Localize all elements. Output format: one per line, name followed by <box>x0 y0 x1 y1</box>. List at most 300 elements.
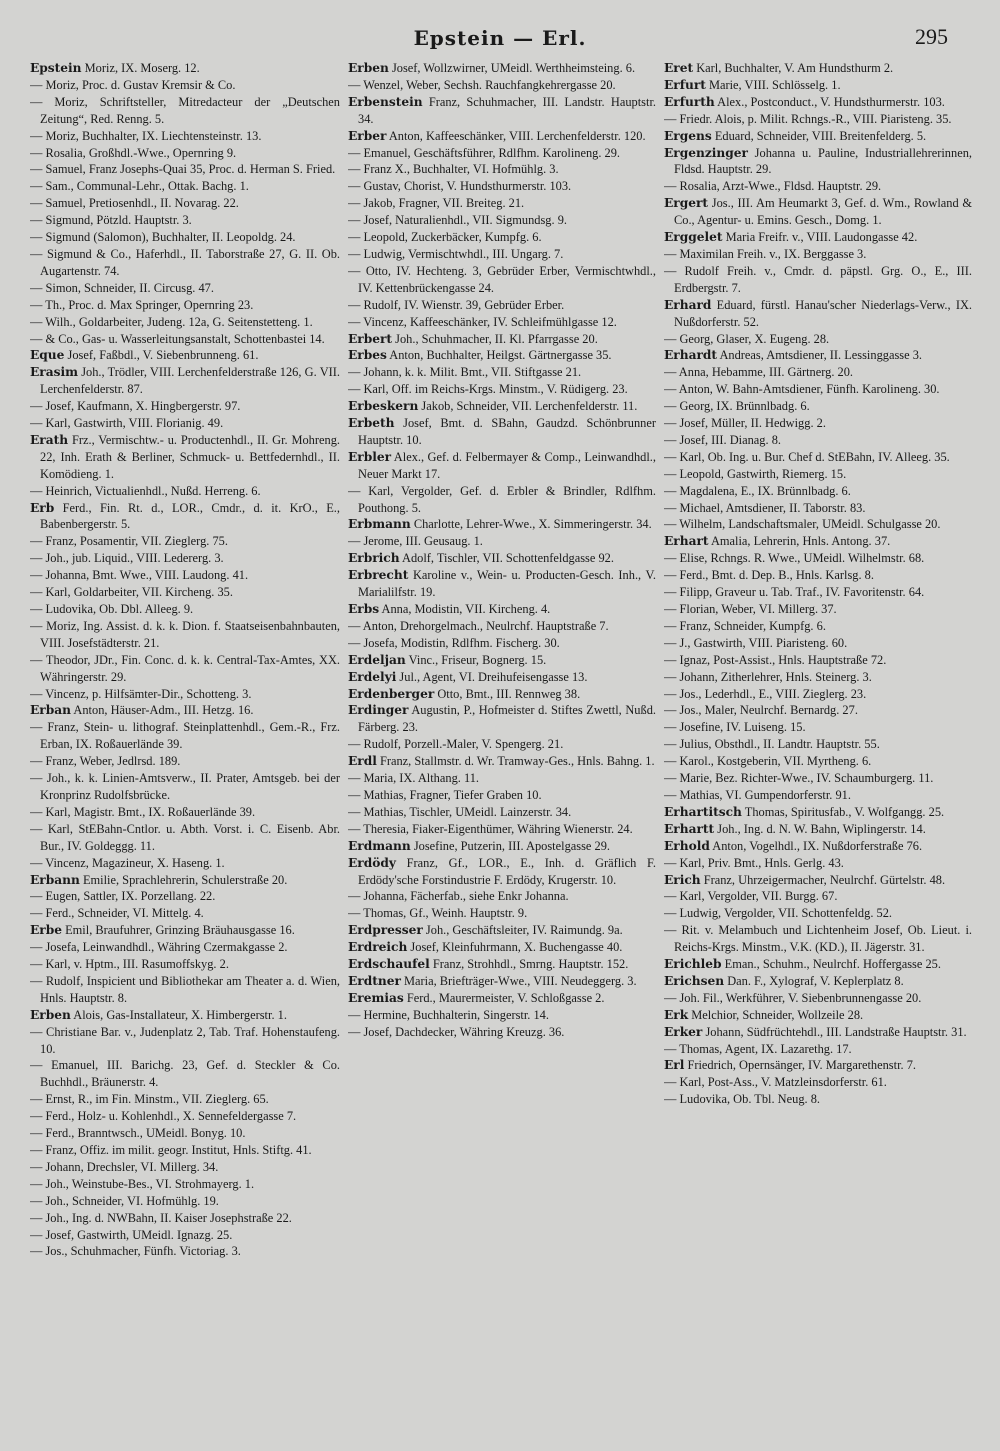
directory-entry <box>30 347 340 364</box>
entry-surname: Erbe <box>30 923 62 938</box>
directory-entry <box>664 516 972 533</box>
entry-text: — Gustav, Chorist, V. Hundsthurmerstr. 103. <box>348 179 572 194</box>
entry-text: — Magdalena, E., IX. Brünnlbadg. 6. <box>664 483 851 498</box>
entry-text: — Josef, III. Dianag. 8. <box>664 432 781 447</box>
entry-text: — Karl, Priv. Bmt., Hnls. Gerlg. 43. <box>664 855 844 870</box>
directory-entry <box>664 838 972 855</box>
directory-entry <box>664 178 972 195</box>
entry-text: Eduard, fürstl. Hanau'scher Niederlags-Verw., IX. Nußdorferstr. 52. <box>674 297 972 329</box>
directory-entry <box>664 263 972 297</box>
entry-text: Otto, Bmt., III. Rennweg 38. <box>434 686 581 701</box>
entry-text: Jul., Agent, VI. Dreihufeisengasse 13. <box>396 669 588 684</box>
directory-entry <box>664 922 972 956</box>
entry-text: — Joh., k. k. Linien-Amtsverw., II. Prater, Amtsgeb. bei der Kronprinz Rudolfsbrücke. <box>30 771 340 802</box>
directory-entry <box>348 888 656 905</box>
entry-surname: Erichsen <box>664 973 725 988</box>
directory-entry <box>348 702 656 736</box>
entry-text: — Joh., jub. Liquid., VIII. Ledererg. 3. <box>30 551 224 566</box>
entry-text: — Anna, Hebamme, III. Gärtnerg. 20. <box>664 365 854 380</box>
entry-text: Marie, VIII. Schlösselg. 1. <box>705 77 841 92</box>
entry-text: Anton, Häuser-Adm., III. Hetzg. 16. <box>71 703 254 718</box>
entry-text: Jos., III. Am Heumarkt 3, Gef. d. Wm., Rowland & Co., Agentur- u. Emins. Gesch., Domg. 1. <box>674 196 972 228</box>
entry-text: — Ludwig, Vergolder, VII. Schottenfeldg. 52. <box>664 906 893 921</box>
entry-text: — Anton, Drehorgelmach., Neulrchf. Hauptstraße 7. <box>348 618 609 633</box>
entry-text: Jakob, Schneider, VII. Lerchenfelderstr. 11. <box>418 399 638 414</box>
entry-text: — Otto, IV. Hechteng. 3, Gebrüder Erber, Vermischtwhdl., IV. Kettenbrückengasse 24. <box>348 263 656 295</box>
directory-entry <box>30 212 340 229</box>
entry-surname: Erdenberger <box>348 686 435 701</box>
directory-entry <box>664 973 972 990</box>
directory-entry <box>664 483 972 500</box>
directory-entry <box>348 618 656 635</box>
entry-text: Josef, Faßbdl., V. Siebenbrunneng. 61. <box>64 348 259 363</box>
directory-entry <box>664 145 972 179</box>
entry-text: — Mathias, Tischler, UMeidl. Lainzerstr. 34. <box>348 804 572 819</box>
entry-surname: Erbes <box>348 348 387 363</box>
entry-text: — Moriz, Buchhalter, IX. Liechtensteinstr. 13. <box>30 128 262 143</box>
entry-text: — Josef, Kaufmann, X. Hingbergerstr. 97. <box>30 399 241 414</box>
directory-entry <box>348 905 656 922</box>
entry-text: — Rudolf, Inspicient und Bibliothekar am Theater a. d. Wien, Hnls. Hauptstr. 8. <box>30 973 340 1005</box>
entry-text: — Emanuel, III. Barichg. 23, Gef. d. Steckler & Co. Buchhdl., Bräunerstr. 4. <box>30 1058 340 1090</box>
directory-entry <box>30 145 340 162</box>
entry-text: — Sigmund & Co., Haferhdl., II. Taborstraße 27, G. II. Ob. Augartenstr. 74. <box>30 246 340 278</box>
directory-entry <box>348 145 656 162</box>
directory-entry <box>664 500 972 517</box>
entry-surname: Erker <box>664 1024 703 1039</box>
directory-entry <box>30 567 340 584</box>
entry-text: — Sam., Communal-Lehr., Ottak. Bachg. 1. <box>30 179 249 194</box>
directory-entry <box>664 905 972 922</box>
directory-entry <box>664 331 972 348</box>
entry-text: — Hermine, Buchhalterin, Singerstr. 14. <box>348 1007 549 1022</box>
directory-entry <box>348 60 656 77</box>
entry-text: — Franz, Weber, Jedlrsd. 189. <box>30 754 181 769</box>
entry-surname: Eremias <box>348 990 404 1005</box>
directory-entry <box>30 821 340 855</box>
entry-text: — Johann, Zitherlehrer, Hnls. Steinerg. 3. <box>664 669 872 684</box>
directory-entry <box>664 652 972 669</box>
entry-text: — Simon, Schneider, II. Circusg. 47. <box>30 280 214 295</box>
directory-entry <box>348 990 656 1007</box>
directory-entry <box>30 128 340 145</box>
directory-entry <box>30 1193 340 1210</box>
entry-text: — Georg, IX. Brünnlbadg. 6. <box>664 399 810 414</box>
entry-text: — Ludovika, Ob. Tbl. Neug. 8. <box>664 1092 821 1107</box>
entry-surname: Erbeth <box>348 416 395 431</box>
entry-text: — Ferd., Schneider, VI. Mittelg. 4. <box>30 906 204 921</box>
directory-entry <box>664 432 972 449</box>
directory-entry <box>30 855 340 872</box>
entry-text: Franz, Schuhmacher, III. Landstr. Hauptstr. 34. <box>358 94 656 126</box>
entry-surname: Erbmann <box>348 517 411 532</box>
directory-entry <box>348 128 656 145</box>
directory-entry <box>30 533 340 550</box>
entry-text: Anna, Modistin, VII. Kircheng. 4. <box>379 602 551 616</box>
entry-text: — Th., Proc. d. Max Springer, Opernring 23. <box>30 297 254 312</box>
entry-text: — Karl, Gastwirth, VIII. Florianig. 49. <box>30 416 224 431</box>
directory-entry <box>30 956 340 973</box>
entry-text: Moriz, IX. Moserg. 12. <box>81 61 200 75</box>
entry-surname: Erdl <box>348 754 377 769</box>
directory-entry <box>348 550 656 567</box>
directory-entry <box>348 753 656 770</box>
entry-text: — Samuel, Franz Josephs-Quai 35, Proc. d. Herman S. Fried. <box>30 162 336 177</box>
directory-entry <box>30 686 340 703</box>
entry-text: Friedrich, Opernsänger, IV. Margarethenstr. 7. <box>684 1058 916 1073</box>
entry-text: — Marie, Bez. Richter-Wwe., IV. Schaumburgerg. 11. <box>664 771 934 786</box>
entry-text: Alex., Gef. d. Felbermayer & Comp., Leinwandhdl., Neuer Markt 17. <box>358 449 656 481</box>
entry-surname: Erdschaufel <box>348 957 430 972</box>
entry-text: — Ferd., Branntwsch., UMeidl. Bonyg. 10. <box>30 1126 246 1141</box>
entry-text: — Theresia, Fiaker-Eigenthümer, Währing Wienerstr. 24. <box>348 821 633 836</box>
entry-surname: Ergenzinger <box>664 145 748 160</box>
entry-text: — Jos., Lederhdl., E., VIII. Zieglerg. 23. <box>664 686 867 701</box>
directory-entry <box>664 449 972 466</box>
entry-text: Dan. F., Xylograf, V. Keplerplatz 8. <box>724 973 904 988</box>
entry-text: — Joh. Fil., Werkführer, V. Siebenbrunnengasse 20. <box>664 990 922 1005</box>
entry-surname: Erhard <box>664 297 712 312</box>
directory-entry <box>348 855 656 889</box>
directory-entry <box>30 1227 340 1244</box>
entry-text: Eman., Schuhm., Neulrchf. Hoffergasse 25. <box>721 957 941 972</box>
directory-entry <box>664 618 972 635</box>
directory-entry <box>664 888 972 905</box>
directory-entry <box>664 550 972 567</box>
directory-entry <box>30 297 340 314</box>
entry-text: — Maximilan Freih. v., IX. Berggasse 3. <box>664 246 867 261</box>
directory-entry <box>30 939 340 956</box>
entry-text: Charlotte, Lehrer-Wwe., X. Simmeringerstr. 34. <box>410 517 652 532</box>
directory-entry <box>30 770 340 804</box>
entry-surname: Erdreich <box>348 940 408 955</box>
entry-text: — Karl, Vergolder, Gef. d. Erbler & Brindler, Rdlfhm. Pouthong. 5. <box>348 483 656 515</box>
entry-text: — Elise, Rchngs. R. Wwe., UMeidl. Wilhelmstr. 68. <box>664 551 925 566</box>
entry-text: Joh., Geschäftsleiter, IV. Raimundg. 9a. <box>422 923 623 938</box>
directory-entry <box>30 702 340 719</box>
entry-text: — Franz X., Buchhalter, VI. Hofmühlg. 3. <box>348 162 559 177</box>
entry-text: — Johanna, Fächerfab., siehe Enkr Johanna. <box>348 889 569 904</box>
entry-text: — Rudolf, Porzell.-Maler, V. Spengerg. 21. <box>348 737 564 752</box>
entry-text: — Jos., Maler, Neulrchf. Bernardg. 27. <box>664 703 858 718</box>
directory-entry <box>664 60 972 77</box>
entry-surname: Epstein <box>30 61 82 75</box>
entry-surname: Erhart <box>664 534 709 549</box>
directory-entry <box>664 229 972 246</box>
directory-entry <box>664 1007 972 1024</box>
directory-entry <box>30 1057 340 1091</box>
directory-entry <box>30 719 340 753</box>
directory-entry <box>348 686 656 703</box>
entry-text: — Karl, Magistr. Bmt., IX. Roßauerlände 39. <box>30 804 256 819</box>
directory-entry <box>30 161 340 178</box>
directory-entry <box>348 922 656 939</box>
entry-text: Karoline v., Wein- u. Producten-Gesch. Inh., V. Marialilfstr. 19. <box>358 568 656 600</box>
directory-entry <box>664 804 972 821</box>
entry-text: — Rudolf Freih. v., Cmdr. d. päpstl. Grg. O., E., III. Erdbergstr. 7. <box>664 263 972 295</box>
directory-entry <box>664 381 972 398</box>
entry-text: Franz, Uhrzeigermacher, Neulrchf. Gürtelstr. 48. <box>700 872 946 887</box>
directory-entry <box>30 652 340 686</box>
directory-entry <box>664 364 972 381</box>
page-header <box>30 14 970 58</box>
entry-surname: Erbenstein <box>348 94 423 109</box>
entry-text: — Franz, Posamentir, VII. Zieglerg. 75. <box>30 534 228 549</box>
entry-text: — Samuel, Pretiosenhdl., II. Novarag. 22. <box>30 196 239 211</box>
directory-entry <box>664 990 972 1007</box>
entry-text: — Maria, IX. Althang. 11. <box>348 771 479 786</box>
entry-text: — Jos., Schuhmacher, Fünfh. Victoriag. 3. <box>30 1244 241 1259</box>
entry-text: Anton, Vogelhdl., IX. Nußdorferstraße 76. <box>709 838 923 853</box>
entry-text: Anton, Kaffeeschänker, VIII. Lerchenfelderstr. 120. <box>386 128 646 143</box>
entry-surname: Ergert <box>664 196 709 211</box>
directory-entry <box>664 1024 972 1041</box>
entry-text: — Wilh., Goldarbeiter, Judeng. 12a, G. Seitenstetteng. 1. <box>30 314 313 329</box>
directory-entry <box>30 618 340 652</box>
entry-text: Josef, Bmt. d. SBahn, Gaudzd. Schönbrunner Hauptstr. 10. <box>358 416 656 447</box>
directory-entry <box>348 449 656 483</box>
directory-entry <box>664 128 972 145</box>
entry-surname: Erasim <box>30 365 78 380</box>
directory-entry <box>348 770 656 787</box>
directory-entry <box>30 872 340 889</box>
entry-surname: Erben <box>30 1007 71 1022</box>
entry-text: — & Co., Gas- u. Wasserleitungsanstalt, Schottenbastei 14. <box>30 331 325 346</box>
entry-text: — Karl, Off. im Reichs-Krgs. Minstm., V. Rüdigerg. 23. <box>348 382 628 397</box>
entry-text: — Theodor, JDr., Fin. Conc. d. k. k. Central-Tax-Amtes, XX. Währingerstr. 29. <box>30 652 340 684</box>
entry-text: — Leopold, Gastwirth, Riemerg. 15. <box>664 466 847 481</box>
directory-entry <box>30 1007 340 1024</box>
directory-entry <box>30 1024 340 1058</box>
directory-entry <box>348 973 656 990</box>
entry-text: Andreas, Amtsdiener, II. Lessinggasse 3. <box>717 348 922 363</box>
entry-text: — Moriz, Ing. Assist. d. k. k. Dion. f. Staatseisenbahnbauten, VIII. Josefstädterstr. 21. <box>30 618 340 650</box>
directory-entry <box>348 956 656 973</box>
entry-surname: Eque <box>30 348 65 363</box>
entry-text: Vinc., Friseur, Bognerg. 15. <box>405 652 547 667</box>
directory-entry <box>348 331 656 348</box>
directory-entry <box>30 601 340 618</box>
directory-entry <box>664 821 972 838</box>
entry-text: — Joh., Weinstube-Bes., VI. Strohmayerg. 1. <box>30 1176 255 1191</box>
running-title: Epstein — Erl. <box>413 26 587 50</box>
entry-text: Joh., Trödler, VIII. Lerchenfelderstraße 126, G. VII. Lerchenfelderstr. 87. <box>40 365 340 397</box>
entry-text: — Ludwig, Vermischtwhdl., III. Ungarg. 7. <box>348 246 564 261</box>
directory-entry <box>30 500 340 534</box>
entry-text: Amalia, Lehrerin, Hnls. Antong. 37. <box>708 534 891 549</box>
directory-entry <box>348 652 656 669</box>
directory-entry <box>30 584 340 601</box>
entry-text: — Karl, Vergolder, VII. Burgg. 67. <box>664 889 838 904</box>
entry-text: Thomas, Spiritusfab., V. Wolfgangg. 25. <box>741 804 945 819</box>
entry-text: Frz., Vermischtw.- u. Productenhdl., II. Gr. Mohreng. 22, Inh. Erath & Berliner, Schmuck- u. Bettfedernhdl., II. Komödieng. 1. <box>40 432 340 481</box>
directory-entry <box>348 77 656 94</box>
directory-entry <box>30 973 340 1007</box>
entry-text: Franz, Strohhdl., Smrng. Hauptstr. 152. <box>429 957 629 972</box>
entry-text: — Rosalia, Arzt-Wwe., Fldsd. Hauptstr. 29. <box>664 179 882 194</box>
entry-surname: Erbann <box>30 872 80 887</box>
directory-entry <box>348 533 656 550</box>
directory-entry <box>348 821 656 838</box>
entry-text: Alois, Gas-Installateur, X. Himbergerstr. 1. <box>70 1007 287 1022</box>
entry-text: — Rosalia, Großhdl.-Wwe., Opernring 9. <box>30 145 237 160</box>
entry-text: Maria, Briefträger-Wwe., VIII. Neudeggerg. 3. <box>400 973 637 988</box>
entry-text: — Sigmund, Pötzld. Hauptstr. 3. <box>30 213 192 228</box>
directory-entry <box>664 246 972 263</box>
entry-surname: Erdtner <box>348 973 401 988</box>
directory-entry <box>348 1007 656 1024</box>
entry-text: Alex., Postconduct., V. Hundsthurmerstr. 103. <box>714 94 945 109</box>
directory-entry <box>664 1041 972 1058</box>
entry-text: — Michael, Amtsdiener, II. Taborstr. 83. <box>664 500 866 515</box>
entry-text: — Heinrich, Victualienhdl., Nußd. Herreng. 6. <box>30 483 261 498</box>
directory-entry <box>348 364 656 381</box>
entry-text: — Mathias, Fragner, Tiefer Graben 10. <box>348 787 542 802</box>
entry-text: — Julius, Obsthdl., II. Landtr. Hauptstr. 55. <box>664 737 880 752</box>
entry-surname: Erdmann <box>348 838 411 853</box>
directory-entry <box>348 787 656 804</box>
entry-text: Johanna u. Pauline, Industriallehrerinnen, Fldsd. Hauptstr. 29. <box>674 145 972 177</box>
entry-text: — Franz, Offiz. im milit. geogr. Institut, Hnls. Stiftg. 41. <box>30 1143 312 1157</box>
directory-entry <box>664 736 972 753</box>
directory-entry <box>664 1057 972 1074</box>
entry-text: — Eugen, Sattler, IX. Porzellang. 22. <box>30 889 216 904</box>
directory-entry <box>664 77 972 94</box>
entry-surname: Erbeskern <box>348 399 419 414</box>
directory-entry <box>30 60 340 77</box>
entry-text: Emil, Braufuhrer, Grinzing Bräuhausgasse 16. <box>62 923 295 938</box>
directory-entry <box>348 1024 656 1041</box>
entry-text: Anton, Buchhalter, Heilgst. Gärtnergasse 35. <box>386 348 612 363</box>
directory-entry <box>664 787 972 804</box>
directory-entry <box>348 669 656 686</box>
directory-entry <box>30 1176 340 1193</box>
directory-entry <box>664 1074 972 1091</box>
entry-surname: Erggelet <box>664 230 723 245</box>
entry-surname: Erdinger <box>348 703 409 718</box>
entry-surname: Erfurt <box>664 77 706 92</box>
directory-entry <box>664 584 972 601</box>
directory-entry <box>30 229 340 246</box>
entry-text: — Josef, Gastwirth, UMeidl. Ignazg. 25. <box>30 1227 233 1242</box>
entry-surname: Erath <box>30 432 69 447</box>
directory-entry <box>348 195 656 212</box>
directory-entry <box>664 567 972 584</box>
directory-entry <box>664 601 972 618</box>
entry-text: — Johann, k. k. Milit. Bmt., VII. Stiftgasse 21. <box>348 365 582 380</box>
entry-text: Joh., Schuhmacher, II. Kl. Pfarrgasse 20. <box>392 331 598 346</box>
entry-text: — Filipp, Graveur u. Tab. Traf., IV. Favoritenstr. 64. <box>664 585 925 600</box>
column-2 <box>348 60 656 1260</box>
entry-text: — Josef, Naturalienhdl., VII. Sigmundsg. 9. <box>348 213 567 228</box>
entry-text: — Josefine, IV. Luiseng. 15. <box>664 720 806 735</box>
entry-text: — Wenzel, Weber, Sechsh. Rauchfangkehrergasse 20. <box>348 77 616 92</box>
directory-entry <box>348 229 656 246</box>
directory-entry <box>30 415 340 432</box>
entry-text: Karl, Buchhalter, V. Am Hundsthurm 2. <box>693 61 894 75</box>
directory-entry <box>30 77 340 94</box>
directory-entry <box>30 432 340 483</box>
directory-entry <box>348 415 656 449</box>
directory-entry <box>30 1108 340 1125</box>
entry-text: — Rudolf, IV. Wienstr. 39, Gebrüder Erber. <box>348 297 565 312</box>
directory-entry <box>664 686 972 703</box>
entry-text: — Johanna, Bmt. Wwe., VIII. Laudong. 41. <box>30 568 249 583</box>
entry-surname: Erbrich <box>348 551 400 566</box>
entry-text: Johann, Südfrüchtehdl., III. Landstraße Hauptstr. 31. <box>702 1024 967 1039</box>
entry-text: — Ernst, R., im Fin. Minstm., VII. Zieglerg. 65. <box>30 1092 269 1107</box>
directory-entry <box>30 1243 340 1260</box>
entry-text: — Franz, Schneider, Kumpfg. 6. <box>664 618 826 633</box>
entry-text: — Rit. v. Melambuch und Lichtenheim Josef, Ob. Lieut. i. Reichs-Krgs. Minstm., V.K. (KD.), II. Jägerstr. 31. <box>664 923 972 955</box>
entry-text: — Vincenz, Magazineur, X. Haseng. 1. <box>30 855 225 870</box>
directory-entry <box>348 297 656 314</box>
directory-entry <box>664 956 972 973</box>
entry-text: Augustin, P., Hofmeister d. Stiftes Zwettl, Nußd. Färberg. 23. <box>358 703 656 735</box>
entry-surname: Erhartt <box>664 821 715 836</box>
entry-surname: Erdeljan <box>348 652 406 667</box>
entry-text: — Leopold, Zuckerbäcker, Kumpfg. 6. <box>348 230 542 245</box>
entry-text: — Franz, Stein- u. lithograf. Steinplattenhdl., Gem.-R., Frz. Erban, IX. Roßauerlände 39. <box>30 720 340 752</box>
directory-entry <box>348 94 656 128</box>
entry-surname: Erban <box>30 703 71 718</box>
entry-text: — Ferd., Bmt. d. Dep. B., Hnls. Karlsg. 8. <box>664 568 874 583</box>
entry-text: Josef, Wollzwirner, UMeidl. Werthheimsteing. 6. <box>388 61 636 75</box>
directory-entry <box>664 872 972 889</box>
directory-entry <box>664 855 972 872</box>
entry-text: — Josef, Dachdecker, Währing Kreuzg. 36. <box>348 1024 565 1039</box>
entry-text: Maria Freifr. v., VIII. Laudongasse 42. <box>722 230 918 245</box>
directory-entry <box>30 331 340 348</box>
directory-entry <box>664 297 972 331</box>
entry-surname: Erben <box>348 61 389 75</box>
entry-surname: Erdelyi <box>348 669 397 684</box>
entry-surname: Ergens <box>664 128 712 143</box>
entry-text: — Florian, Weber, VI. Millerg. 37. <box>664 602 837 616</box>
directory-entry <box>30 94 340 128</box>
directory-entry <box>30 804 340 821</box>
directory-entry <box>30 905 340 922</box>
entry-surname: Erdödy <box>348 855 396 870</box>
directory-entry <box>664 347 972 364</box>
directory-entry <box>348 838 656 855</box>
directory-entry <box>348 263 656 297</box>
entry-text: Adolf, Tischler, VII. Schottenfeldgasse 92. <box>399 551 614 566</box>
entry-surname: Erhold <box>664 838 710 853</box>
entry-text: — Karl, Ob. Ing. u. Bur. Chef d. StEBahn, IV. Alleeg. 35. <box>664 449 950 464</box>
directory-entry <box>30 483 340 500</box>
entry-text: — Georg, Glaser, X. Eugeng. 28. <box>664 331 830 346</box>
entry-text: — Karl, Goldarbeiter, VII. Kircheng. 35. <box>30 585 233 600</box>
entry-text: — Mathias, VI. Gumpendorferstr. 91. <box>664 787 851 802</box>
directory-entry <box>664 94 972 111</box>
entry-surname: Erbler <box>348 449 392 464</box>
entry-text: — Johann, Drechsler, VI. Millerg. 34. <box>30 1159 219 1174</box>
directory-entry <box>348 347 656 364</box>
directory-entry <box>664 702 972 719</box>
directory-entry <box>30 195 340 212</box>
directory-entry <box>348 246 656 263</box>
directory-entry <box>348 736 656 753</box>
entry-surname: Erber <box>348 128 387 143</box>
entry-text: — J., Gastwirth, VIII. Piaristeng. 60. <box>664 635 848 650</box>
entry-text: Ferd., Fin. Rt. d., LOR., Cmdr., d. it. KrO., E., Babenbergerstr. 5. <box>40 500 340 532</box>
directory-entry <box>348 939 656 956</box>
entry-surname: Erl <box>664 1058 685 1073</box>
entry-text: — Jakob, Fragner, VII. Breiteg. 21. <box>348 196 525 211</box>
page-number: 295 <box>915 24 948 49</box>
entry-text: Josefine, Putzerin, III. Apostelgasse 29. <box>410 838 610 853</box>
